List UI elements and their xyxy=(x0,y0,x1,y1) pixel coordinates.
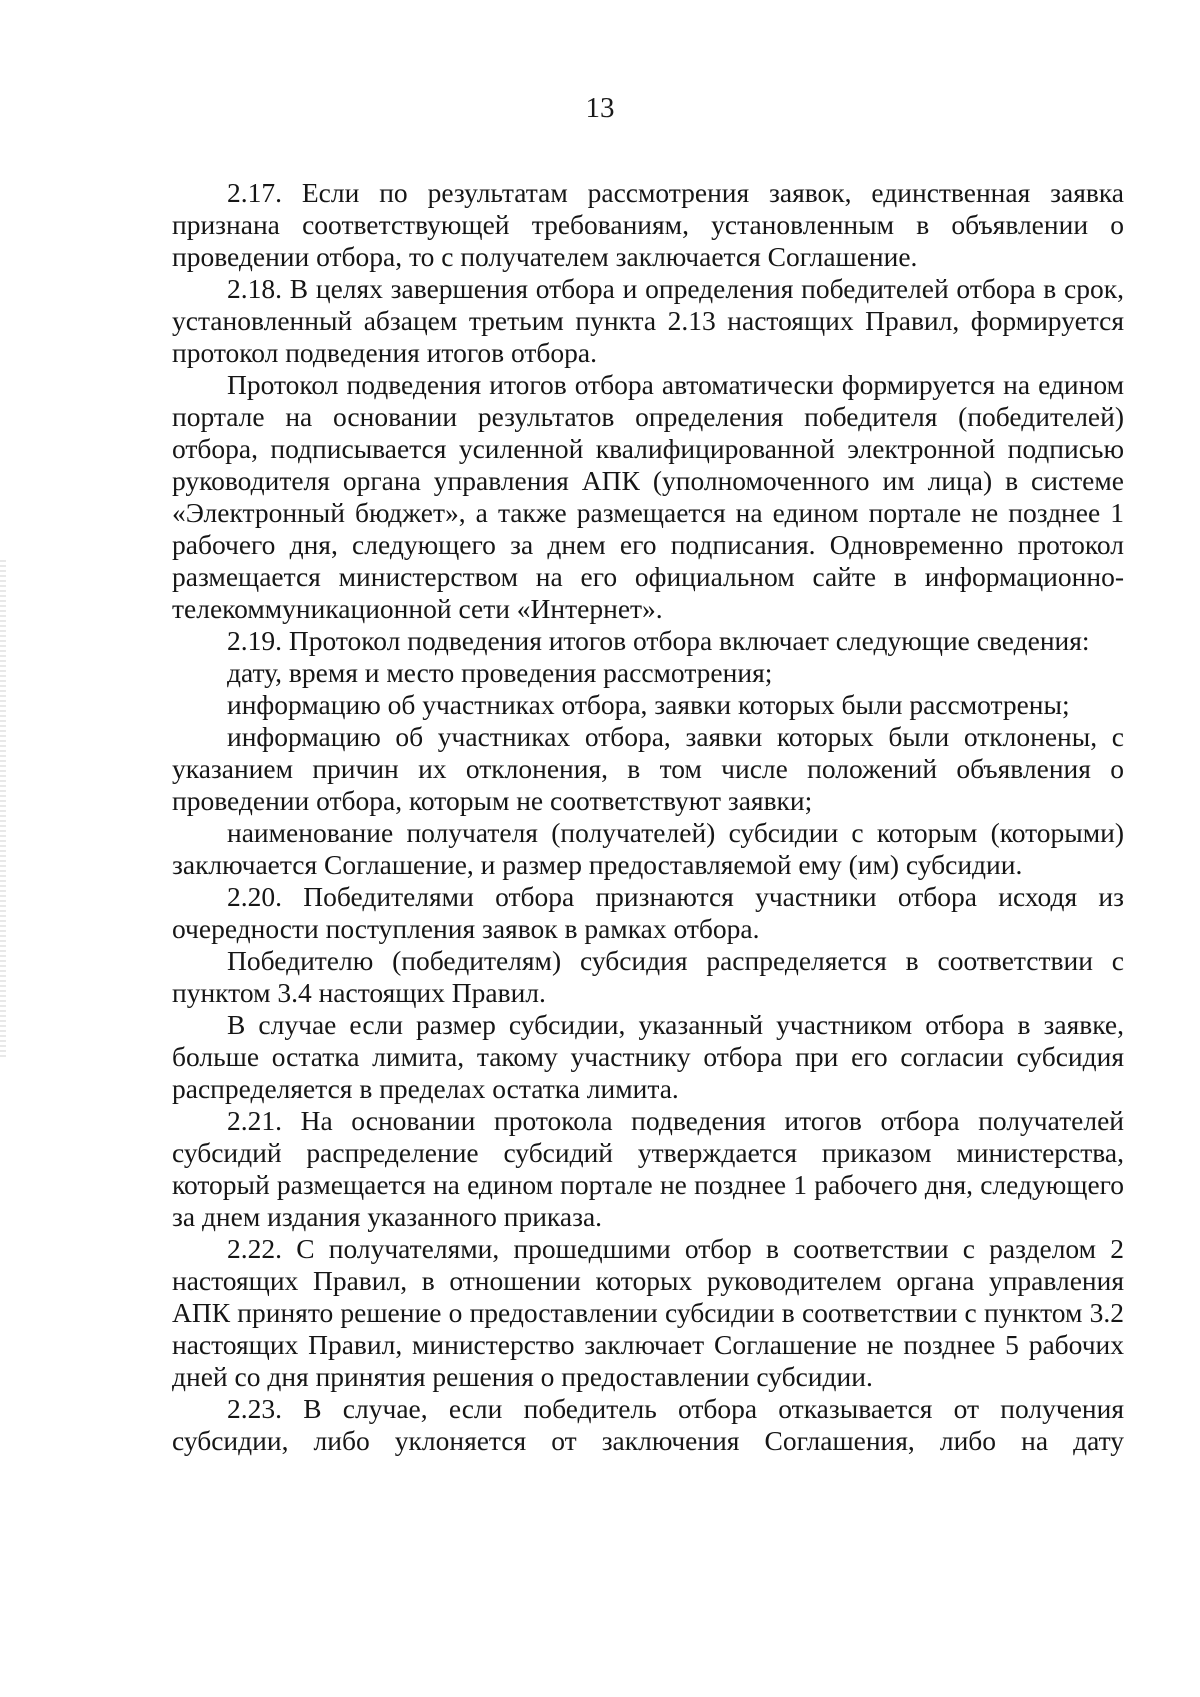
list-item-recipient-name: наименование получателя (получателей) субсидии с которым (которыми) заключается Соглашение, и размер предоставляемой ему (им) субсидии. xyxy=(172,817,1124,880)
list-item-date-time-place: дату, время и место проведения рассмотрения; xyxy=(227,657,773,688)
paragraph-2-18: 2.18. В целях завершения отбора и определения победителей отбора в срок, установленный абзацем третьим пункта 2.13 настоящих Правил, формируется протокол подведения итогов отбора. xyxy=(172,273,1124,368)
paragraph-2-22: 2.22. С получателями, прошедшими отбор в соответствии с разделом 2 настоящих Правил, в отношении которых руководителем органа управления АПК принято решение о предоставлении субсидии в соответствии с пунктом 3.2 настоящих Правил, министерство заключает Соглашение не позднее 5 рабочих дней со дня принятия решения о предоставлении субсидии. xyxy=(172,1233,1124,1392)
paragraph-2-17: 2.17. Если по результатам рассмотрения заявок, единственная заявка признана соответствующей требованиям, установленным в объявлении о проведении отбора, то с получателем заключается Соглашение. xyxy=(172,177,1124,272)
list-item-rejected-participants: информацию об участниках отбора, заявки которых были отклонены, с указанием причин их отклонения, в том числе положений объявления о проведении отбора, которым не соответствуют заявки; xyxy=(172,721,1124,816)
list-item-reviewed-participants: информацию об участниках отбора, заявки которых были рассмотрены; xyxy=(227,689,1070,720)
paragraph-limit-remainder: В случае если размер субсидии, указанный участником отбора в заявке, больше остатка лимита, такому участнику отбора при его согласии субсидия распределяется в пределах остатка лимита. xyxy=(172,1009,1124,1104)
scan-edge-artifact xyxy=(0,560,6,1060)
paragraph-protocol-formation: Протокол подведения итогов отбора автоматически формируется на едином портале на основании результатов определения победителя (победителей) отбора, подписывается усиленной квалифицированной электронной подписью руководителя органа управления АПК (уполномоченного им лица) в системе «Электронный бюджет», а также размещается на едином портале не позднее 1 рабочего дня, следующего за днем его подписания. Одновременно протокол размещается министерством на его официальном сайте в информационно-телекоммуникационной сети «Интернет». xyxy=(172,369,1124,624)
page-number: 13 xyxy=(585,92,615,124)
paragraph-2-19: 2.19. Протокол подведения итогов отбора включает следующие сведения: xyxy=(227,625,1090,656)
paragraph-2-20: 2.20. Победителями отбора признаются участники отбора исходя из очередности поступления заявок в рамках отбора. xyxy=(172,881,1124,944)
paragraph-2-23: 2.23. В случае, если победитель отбора отказывается от получения субсидии, либо уклоняется от заключения Соглашения, либо на дату xyxy=(172,1393,1124,1456)
paragraph-subsidy-distribution: Победителю (победителям) субсидия распределяется в соответствии с пунктом 3.4 настоящих Правил. xyxy=(172,945,1124,1008)
paragraph-2-21: 2.21. На основании протокола подведения итогов отбора получателей субсидий распределение субсидий утверждается приказом министерства, который размещается на едином портале не позднее 1 рабочего дня, следующего за днем издания указанного приказа. xyxy=(172,1105,1124,1232)
document-body xyxy=(172,177,1124,1457)
